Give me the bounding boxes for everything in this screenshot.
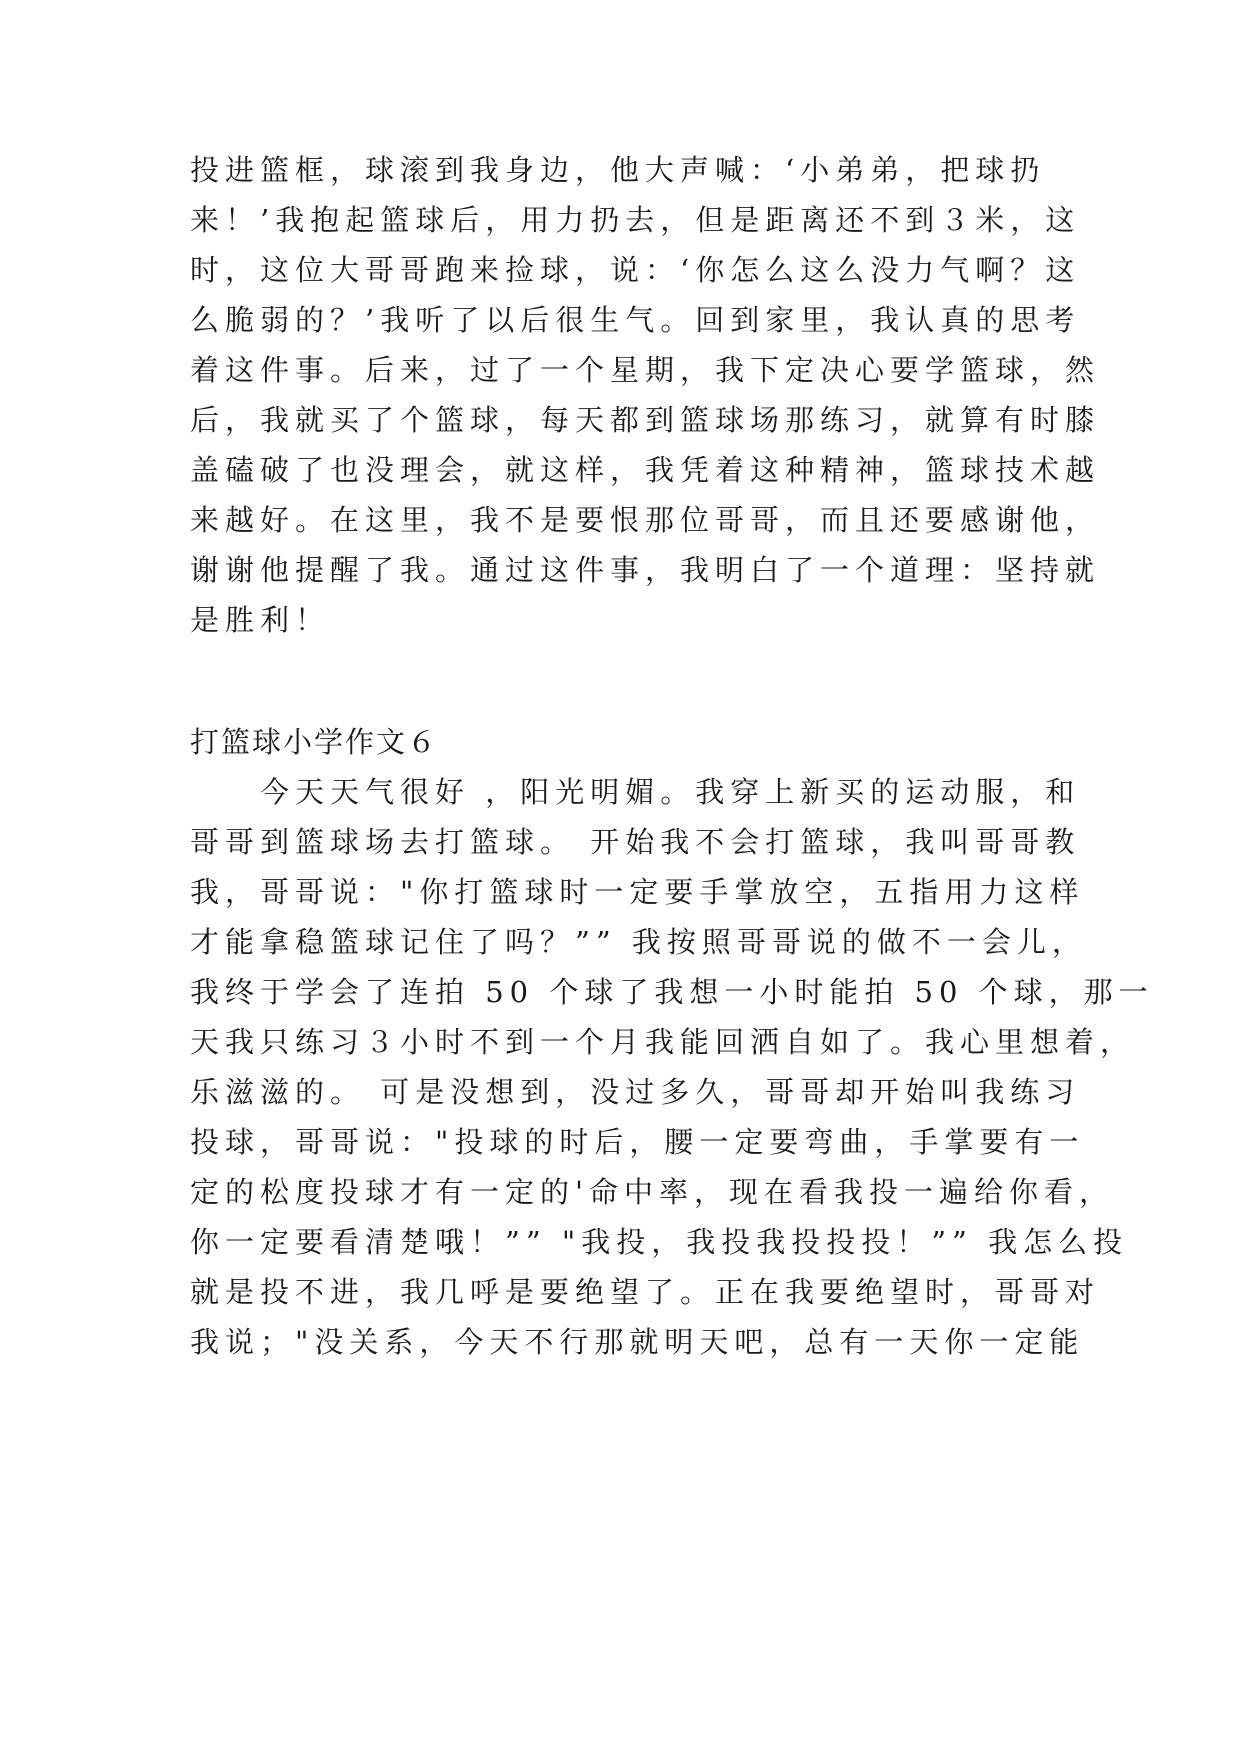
paragraph-line: 我，哥哥说："你打篮球时一定要手掌放空，五指用力这样 <box>190 875 1085 909</box>
paragraph-line: 投球，哥哥说："投球的时后，腰一定要弯曲，手掌要有一 <box>190 1125 1085 1159</box>
paragraph-line: 来越好。在这里，我不是要恨那位哥哥，而且还要感谢他， <box>190 503 1101 537</box>
paragraph-line: 定的松度投球才有一定的'命中率，现在看我投一遍给你看， <box>190 1175 1114 1209</box>
paragraph-line: 哥哥到篮球场去打篮球。 开始我不会打篮球，我叫哥哥教 <box>190 825 1081 859</box>
paragraph-line: 么脆弱的？’我听了以后很生气。回到家里，我认真的思考 <box>190 303 1081 337</box>
paragraph-line: 时，这位大哥哥跑来捡球，说：‘你怎么这么没力气啊？这 <box>190 253 1081 287</box>
paragraph-line: 谢谢他提醒了我。通过这件事，我明白了一个道理：坚持就 <box>190 553 1101 587</box>
paragraph-line: 是胜利！ <box>190 603 331 637</box>
paragraph-line: 我终于学会了连拍 50 个球了我想一小时能拍 50 个球，那一 <box>190 975 1154 1009</box>
paragraph-line: 着这件事。后来，过了一个星期，我下定决心要学篮球，然 <box>190 353 1101 387</box>
paragraph-line: 后，我就买了个篮球，每天都到篮球场那练习，就算有时膝 <box>190 403 1101 437</box>
paragraph-line: 今天天气很好 ，阳光明媚。我穿上新买的运动服，和 <box>190 775 1081 809</box>
paragraph-line: 天我只练习３小时不到一个月我能回洒自如了。我心里想着， <box>190 1025 1136 1059</box>
paragraph-line: 乐滋滋的。 可是没想到，没过多久，哥哥却开始叫我练习 <box>190 1075 1081 1109</box>
section-title: 打篮球小学作文６ <box>190 725 439 759</box>
paragraph-line: 才能拿稳篮球记住了吗？”” 我按照哥哥说的做不一会儿， <box>190 925 1087 959</box>
paragraph-line: 就是投不进，我几呼是要绝望了。正在我要绝望时，哥哥对 <box>190 1275 1101 1309</box>
paragraph-line: 盖磕破了也没理会，就这样，我凭着这种精神，篮球技术越 <box>190 453 1101 487</box>
paragraph-line: 投进篮框，球滚到我身边，他大声喊：‘小弟弟，把球扔 <box>190 153 1046 187</box>
paragraph-line: 来！’我抱起篮球后，用力扔去，但是距离还不到３米，这 <box>190 203 1081 237</box>
paragraph-line: 我说；"没关系，今天不行那就明天吧，总有一天你一定能 <box>190 1325 1085 1359</box>
paragraph-line: 你一定要看清楚哦！”” "我投，我投我投投投！”” 我怎么投 <box>190 1225 1129 1259</box>
